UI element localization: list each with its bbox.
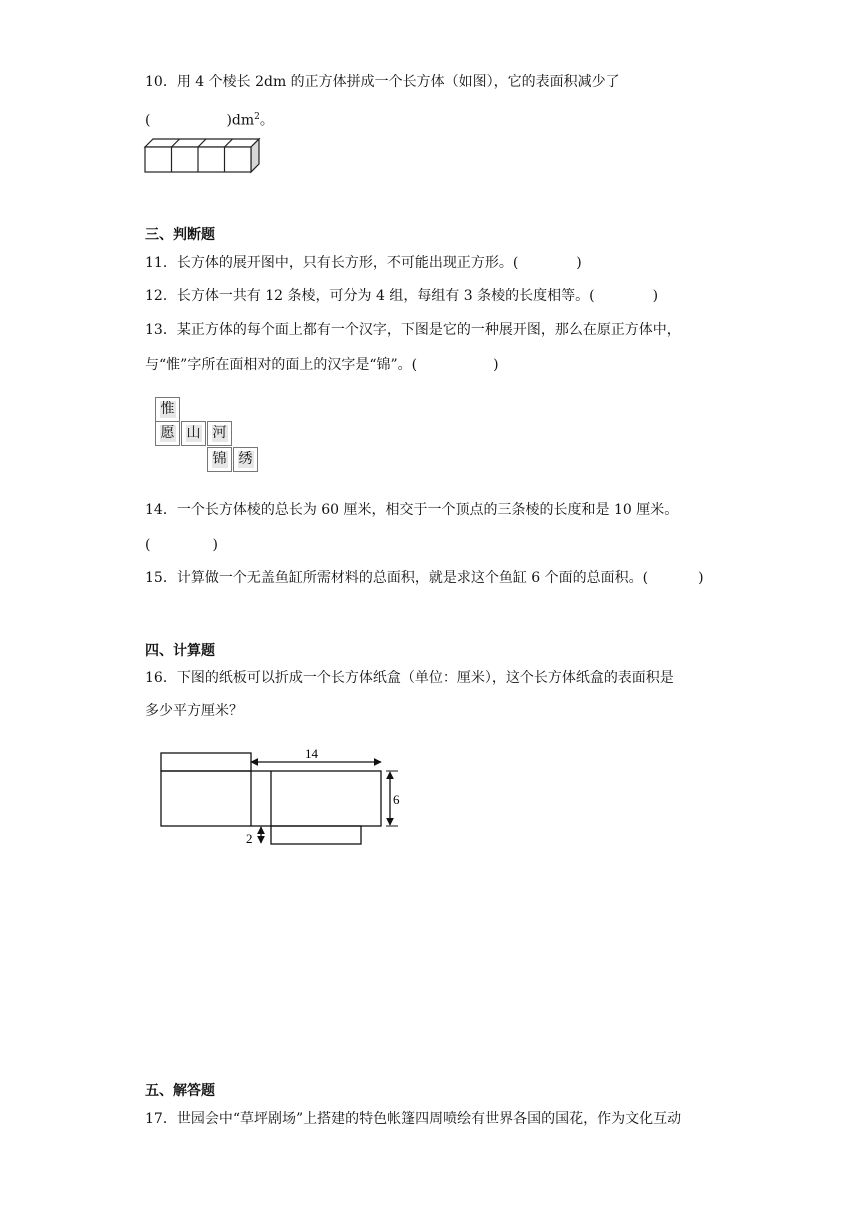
q10-unit-exponent: 2 bbox=[254, 112, 260, 122]
q17-text: 17．世园会中“草坪剧场”上搭建的特色帐篷四周喷绘有世界各国的国花，作为文化互动 bbox=[145, 1111, 682, 1127]
q16-text-1: 16．下图的纸板可以折成一个长方体纸盒（单位：厘米），这个长方体纸盒的表面积是 bbox=[145, 670, 674, 686]
net-char: 愿 bbox=[160, 425, 175, 441]
dim-height-label: 6 bbox=[393, 792, 400, 807]
net-char: 惟 bbox=[160, 401, 175, 417]
section3-title: 三、判断题 bbox=[145, 227, 215, 243]
q14-text: 14．一个长方体棱的总长为 60 厘米，相交于一个顶点的三条棱的长度和是 10 厘米。 bbox=[145, 502, 679, 518]
net-char: 山 bbox=[186, 425, 201, 441]
q11-text: 11．长方体的展开图中，只有长方形，不可能出现正方形。( bbox=[145, 255, 519, 271]
dim-length-label: 14 bbox=[305, 746, 318, 761]
q10-unit: )dm bbox=[226, 112, 255, 129]
cuboid-figure bbox=[143, 137, 263, 177]
q12-close-paren: ) bbox=[652, 288, 659, 304]
net-cell bbox=[155, 421, 180, 446]
q13-close-paren: ) bbox=[493, 357, 499, 373]
q16-text-2: 多少平方厘米？ bbox=[145, 703, 243, 719]
q15-text: 15．计算做一个无盖鱼缸所需材料的总面积，就是求这个鱼缸 6 个面的总面积。( bbox=[145, 570, 649, 586]
net-cell bbox=[155, 397, 180, 422]
q10-answer-line bbox=[145, 107, 274, 131]
section4-title: 四、计算题 bbox=[145, 643, 215, 659]
net-char: 锦 bbox=[212, 451, 227, 467]
q15-line bbox=[145, 568, 704, 588]
section5-title: 五、解答题 bbox=[145, 1083, 215, 1099]
q12-line bbox=[145, 286, 658, 306]
q10-period: 。 bbox=[259, 112, 274, 129]
net-cell bbox=[207, 421, 232, 446]
net-cell bbox=[207, 447, 232, 472]
q15-close-paren: ) bbox=[698, 570, 704, 586]
net-cell bbox=[233, 447, 258, 472]
dim-width-label: 2 bbox=[246, 831, 253, 846]
q13-line-2 bbox=[145, 355, 499, 375]
q11-line bbox=[145, 253, 582, 273]
q13-text-1: 13．某正方体的每个面上都有一个汉字，下图是它的一种展开图，那么在原正方体中， bbox=[145, 322, 681, 338]
q13-text-2: 与“惟”字所在面相对的面上的汉字是“锦”。( bbox=[145, 357, 418, 373]
net-cell bbox=[181, 421, 206, 446]
q12-text: 12．长方体一共有 12 条棱，可分为 4 组，每组有 3 条棱的长度相等。( bbox=[145, 288, 595, 304]
q11-close-paren: ) bbox=[576, 255, 582, 271]
q14-open-paren: ( bbox=[145, 537, 151, 553]
net-char: 河 bbox=[212, 425, 227, 441]
q14-answer-line bbox=[145, 535, 218, 555]
q14-close-paren: ) bbox=[212, 537, 218, 553]
cardboard-net-figure bbox=[155, 740, 415, 855]
cube-net bbox=[155, 397, 260, 477]
net-char: 绣 bbox=[238, 451, 253, 467]
q10-text: 10．用 4 个棱长 2dm 的正方体拼成一个长方体（如图），它的表面积减少了 bbox=[145, 74, 620, 90]
q10-open-paren: ( bbox=[145, 112, 151, 129]
